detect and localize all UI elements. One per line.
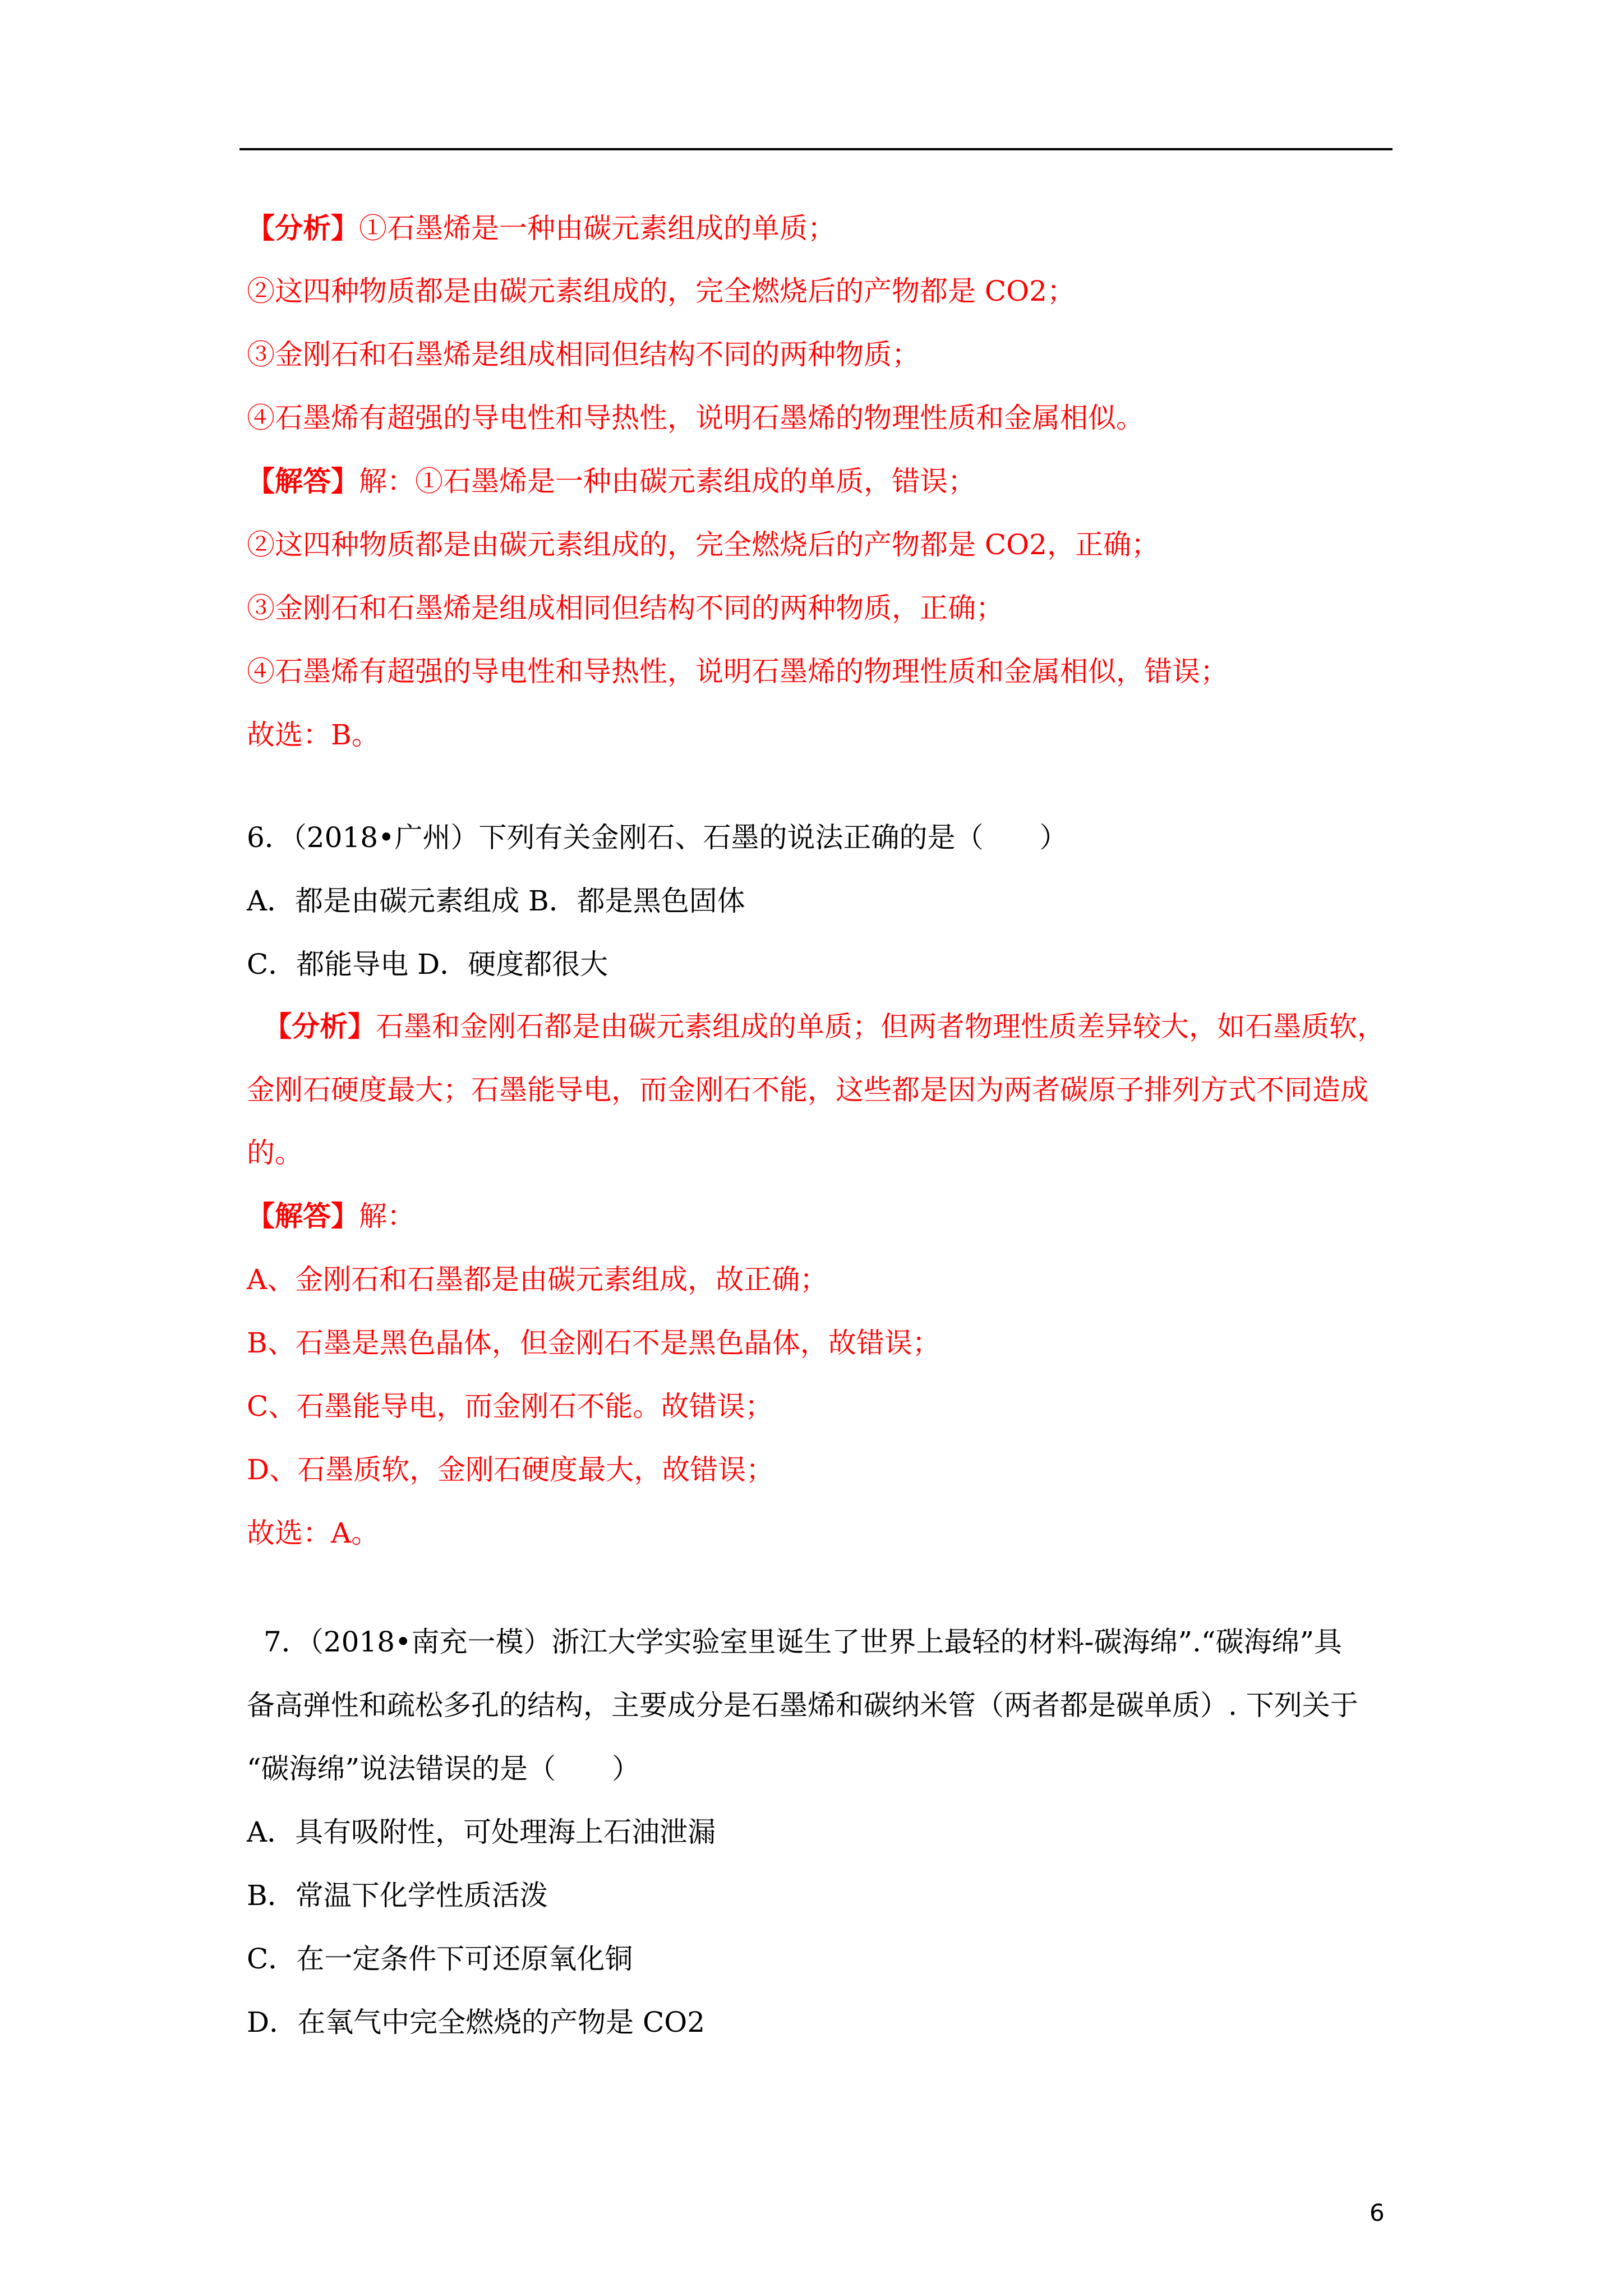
answer-tag: 【解答】 [247, 464, 359, 498]
q5-analysis-line: ③金刚石和石墨烯是组成相同但结构不同的两种物质； [247, 338, 920, 371]
q6-answer-line: 故选：A。 [247, 1517, 380, 1549]
q7-stem-line: 7．（2018•南充一模）浙江大学实验室里诞生了世界上最轻的材料-碳海绵”.“碳海绵”具 [264, 1626, 1343, 1658]
answer-text: 解：①石墨烯是一种由碳元素组成的单质，错误； [359, 465, 976, 498]
header-rule [239, 148, 1393, 150]
q6-answer-line: C、石墨能导电，而金刚石不能。故错误； [247, 1390, 773, 1423]
q6-answer-line [247, 1198, 415, 1234]
q6-analysis-line: 的。 [247, 1137, 303, 1169]
analysis-tag: 【分析】 [247, 211, 359, 245]
q7-stem-line: “碳海绵”说法错误的是（ ） [247, 1752, 640, 1785]
q7-option-line: B．常温下化学性质活泼 [247, 1879, 548, 1912]
q5-answer-line: 故选：B。 [247, 719, 380, 751]
page-number: 6 [1370, 2199, 1385, 2226]
q5-answer-line: ④石墨烯有超强的导电性和导热性，说明石墨烯的物理性质和金属相似，错误； [247, 655, 1228, 688]
q7-option-line: D．在氧气中完全燃烧的产物是 CO2 [247, 2006, 706, 2039]
q6-option-line: A．都是由碳元素组成 B．都是黑色固体 [247, 885, 745, 917]
q7-option-line: C．在一定条件下可还原氧化铜 [247, 1943, 633, 1975]
q5-answer-line: ②这四种物质都是由碳元素组成的，完全燃烧后的产物都是 CO2，正确； [247, 528, 1159, 561]
q6-answer-line: D、石墨质软，金刚石硬度最大，故错误； [247, 1453, 774, 1486]
analysis-text: ①石墨烯是一种由碳元素组成的单质； [359, 212, 836, 245]
q5-analysis-line: ②这四种物质都是由碳元素组成的，完全燃烧后的产物都是 CO2； [247, 275, 1075, 307]
q7-stem-line: 备高弹性和疏松多孔的结构，主要成分是石墨烯和碳纳米管（两者都是碳单质）. 下列关于 [247, 1689, 1358, 1722]
q5-analysis-line: ④石墨烯有超强的导电性和导热性，说明石墨烯的物理性质和金属相似。 [247, 402, 1144, 434]
q5-answer-line: ③金刚石和石墨烯是组成相同但结构不同的两种物质，正确； [247, 592, 1004, 624]
analysis-tag: 【分析】 [264, 1010, 376, 1043]
q6-analysis-line [264, 1009, 1385, 1045]
q6-stem: 6．（2018•广州）下列有关金刚石、石墨的说法正确的是（ ） [247, 821, 1068, 854]
q5-answer-line [247, 463, 976, 499]
q6-analysis-line: 金刚石硬度最大；石墨能导电，而金刚石不能，这些都是因为两者碳原子排列方式不同造成 [247, 1074, 1368, 1106]
q6-answer-line: A、金刚石和石墨都是由碳元素组成，故正确； [247, 1263, 828, 1296]
answer-text: 解： [359, 1200, 415, 1232]
q6-answer-line: B、石墨是黑色晶体，但金刚石不是黑色晶体，故错误； [247, 1327, 940, 1359]
q5-analysis-line [247, 210, 836, 246]
answer-tag: 【解答】 [247, 1199, 359, 1232]
analysis-text: 石墨和金刚石都是由碳元素组成的单质；但两者物理性质差异较大，如石墨质软， [376, 1010, 1385, 1043]
q6-option-line: C．都能导电 D．硬度都很大 [247, 948, 608, 981]
q7-option-line: A．具有吸附性，可处理海上石油泄漏 [247, 1816, 716, 1848]
